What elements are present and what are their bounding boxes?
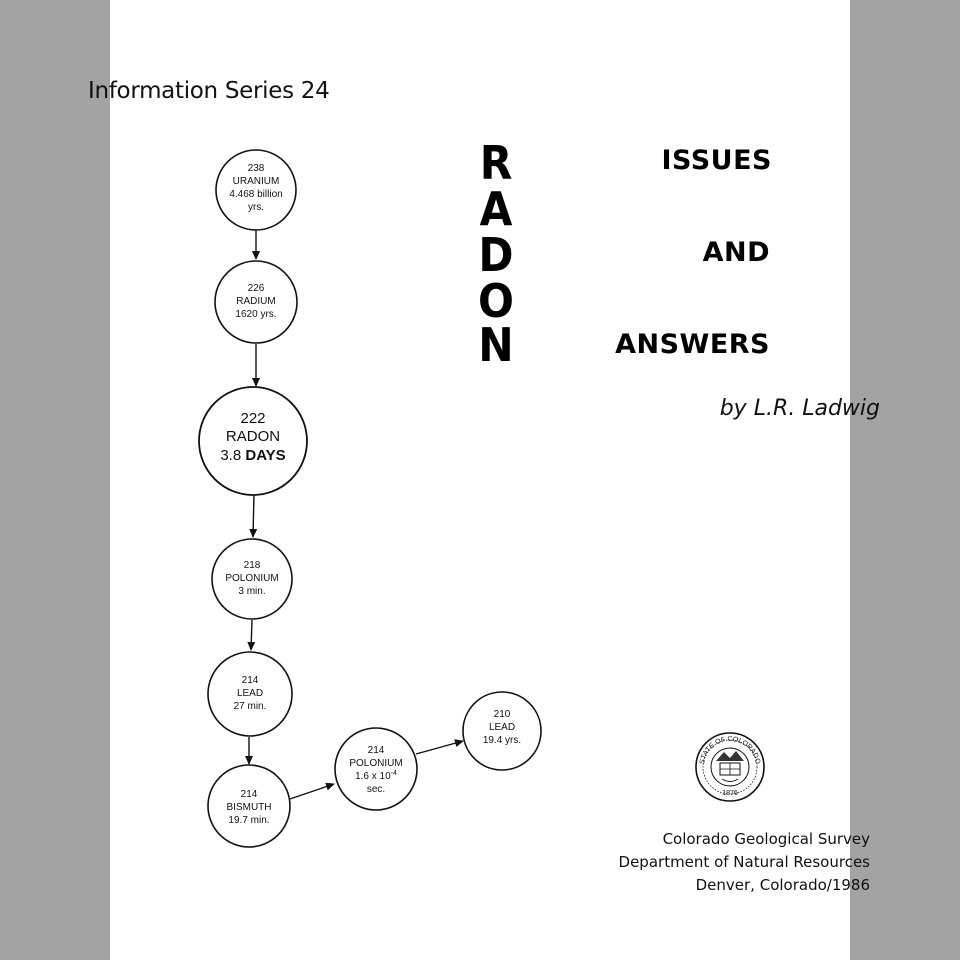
node-mass: 214 <box>241 675 259 686</box>
node-half-life: 4.468 billion <box>229 189 283 200</box>
arrow-radon-polonium <box>253 494 254 537</box>
node-half-life: 27 min. <box>233 701 267 712</box>
title-letter-r: R <box>479 136 513 190</box>
arrow-polonium-lead210 <box>416 741 463 754</box>
node-element: RADIUM <box>236 296 276 307</box>
seal-state-text: STATE OF COLORADO <box>699 735 761 765</box>
node-element: URANIUM <box>232 176 280 187</box>
node-mass: 218 <box>243 560 261 571</box>
node-element: BISMUTH <box>226 802 272 813</box>
node-half-life: 1620 yrs. <box>235 309 277 320</box>
subtitle-and: AND <box>702 237 770 268</box>
node-half-life: 19.4 yrs. <box>482 735 522 746</box>
node-mass: 214 <box>240 789 258 800</box>
node-mass: 238 <box>247 163 265 174</box>
node-bismuth-214 <box>208 765 290 847</box>
arrow-bismuth-polonium <box>290 784 334 799</box>
seal-year-text: 1876 <box>722 790 738 797</box>
title-letter-d: D <box>478 228 514 282</box>
node-lead-210 <box>463 692 541 770</box>
node-half-life-unit: sec. <box>366 784 386 795</box>
node-radon-222 <box>199 387 307 495</box>
node-half-life: 19.7 min. <box>228 815 270 826</box>
colorado-state-seal <box>696 733 764 801</box>
half-life-unit: DAYS <box>245 447 286 464</box>
node-polonium-218 <box>212 539 292 619</box>
node-half-life: 3 min. <box>238 586 266 597</box>
publisher-line-1: Colorado Geological Survey <box>662 830 870 848</box>
publisher-line-3: Denver, Colorado/1986 <box>695 876 870 894</box>
title-letter-a: A <box>479 182 513 236</box>
subtitle-issues: ISSUES <box>661 145 772 176</box>
node-mass: 222 <box>240 410 266 427</box>
node-radium-226 <box>215 261 297 343</box>
node-uranium-238 <box>216 150 296 230</box>
publisher-line-2: Department of Natural Resources <box>618 853 870 871</box>
author-line: by L.R. Ladwig <box>719 396 880 421</box>
title-letter-o: O <box>478 274 514 328</box>
node-element: POLONIUM <box>349 758 403 769</box>
node-element: POLONIUM <box>225 573 279 584</box>
node-half-life <box>220 447 285 464</box>
node-lead-214 <box>208 652 292 736</box>
half-life-exponent: -4 <box>390 770 397 777</box>
half-life-number: 3.8 <box>220 447 242 464</box>
node-mass: 226 <box>247 283 265 294</box>
series-label: Information Series 24 <box>88 78 330 104</box>
node-element: LEAD <box>488 722 516 733</box>
node-half-life-unit: yrs. <box>247 202 265 213</box>
arrow-polonium-lead <box>251 620 252 650</box>
node-polonium-214 <box>335 728 417 810</box>
node-mass: 210 <box>493 709 511 720</box>
node-mass: 214 <box>367 745 385 756</box>
half-life-base: 1.6 x 10 <box>355 771 391 782</box>
node-element: LEAD <box>236 688 264 699</box>
title-letter-n: N <box>478 318 514 372</box>
subtitle-answers: ANSWERS <box>615 329 770 360</box>
node-element: RADON <box>225 428 281 445</box>
